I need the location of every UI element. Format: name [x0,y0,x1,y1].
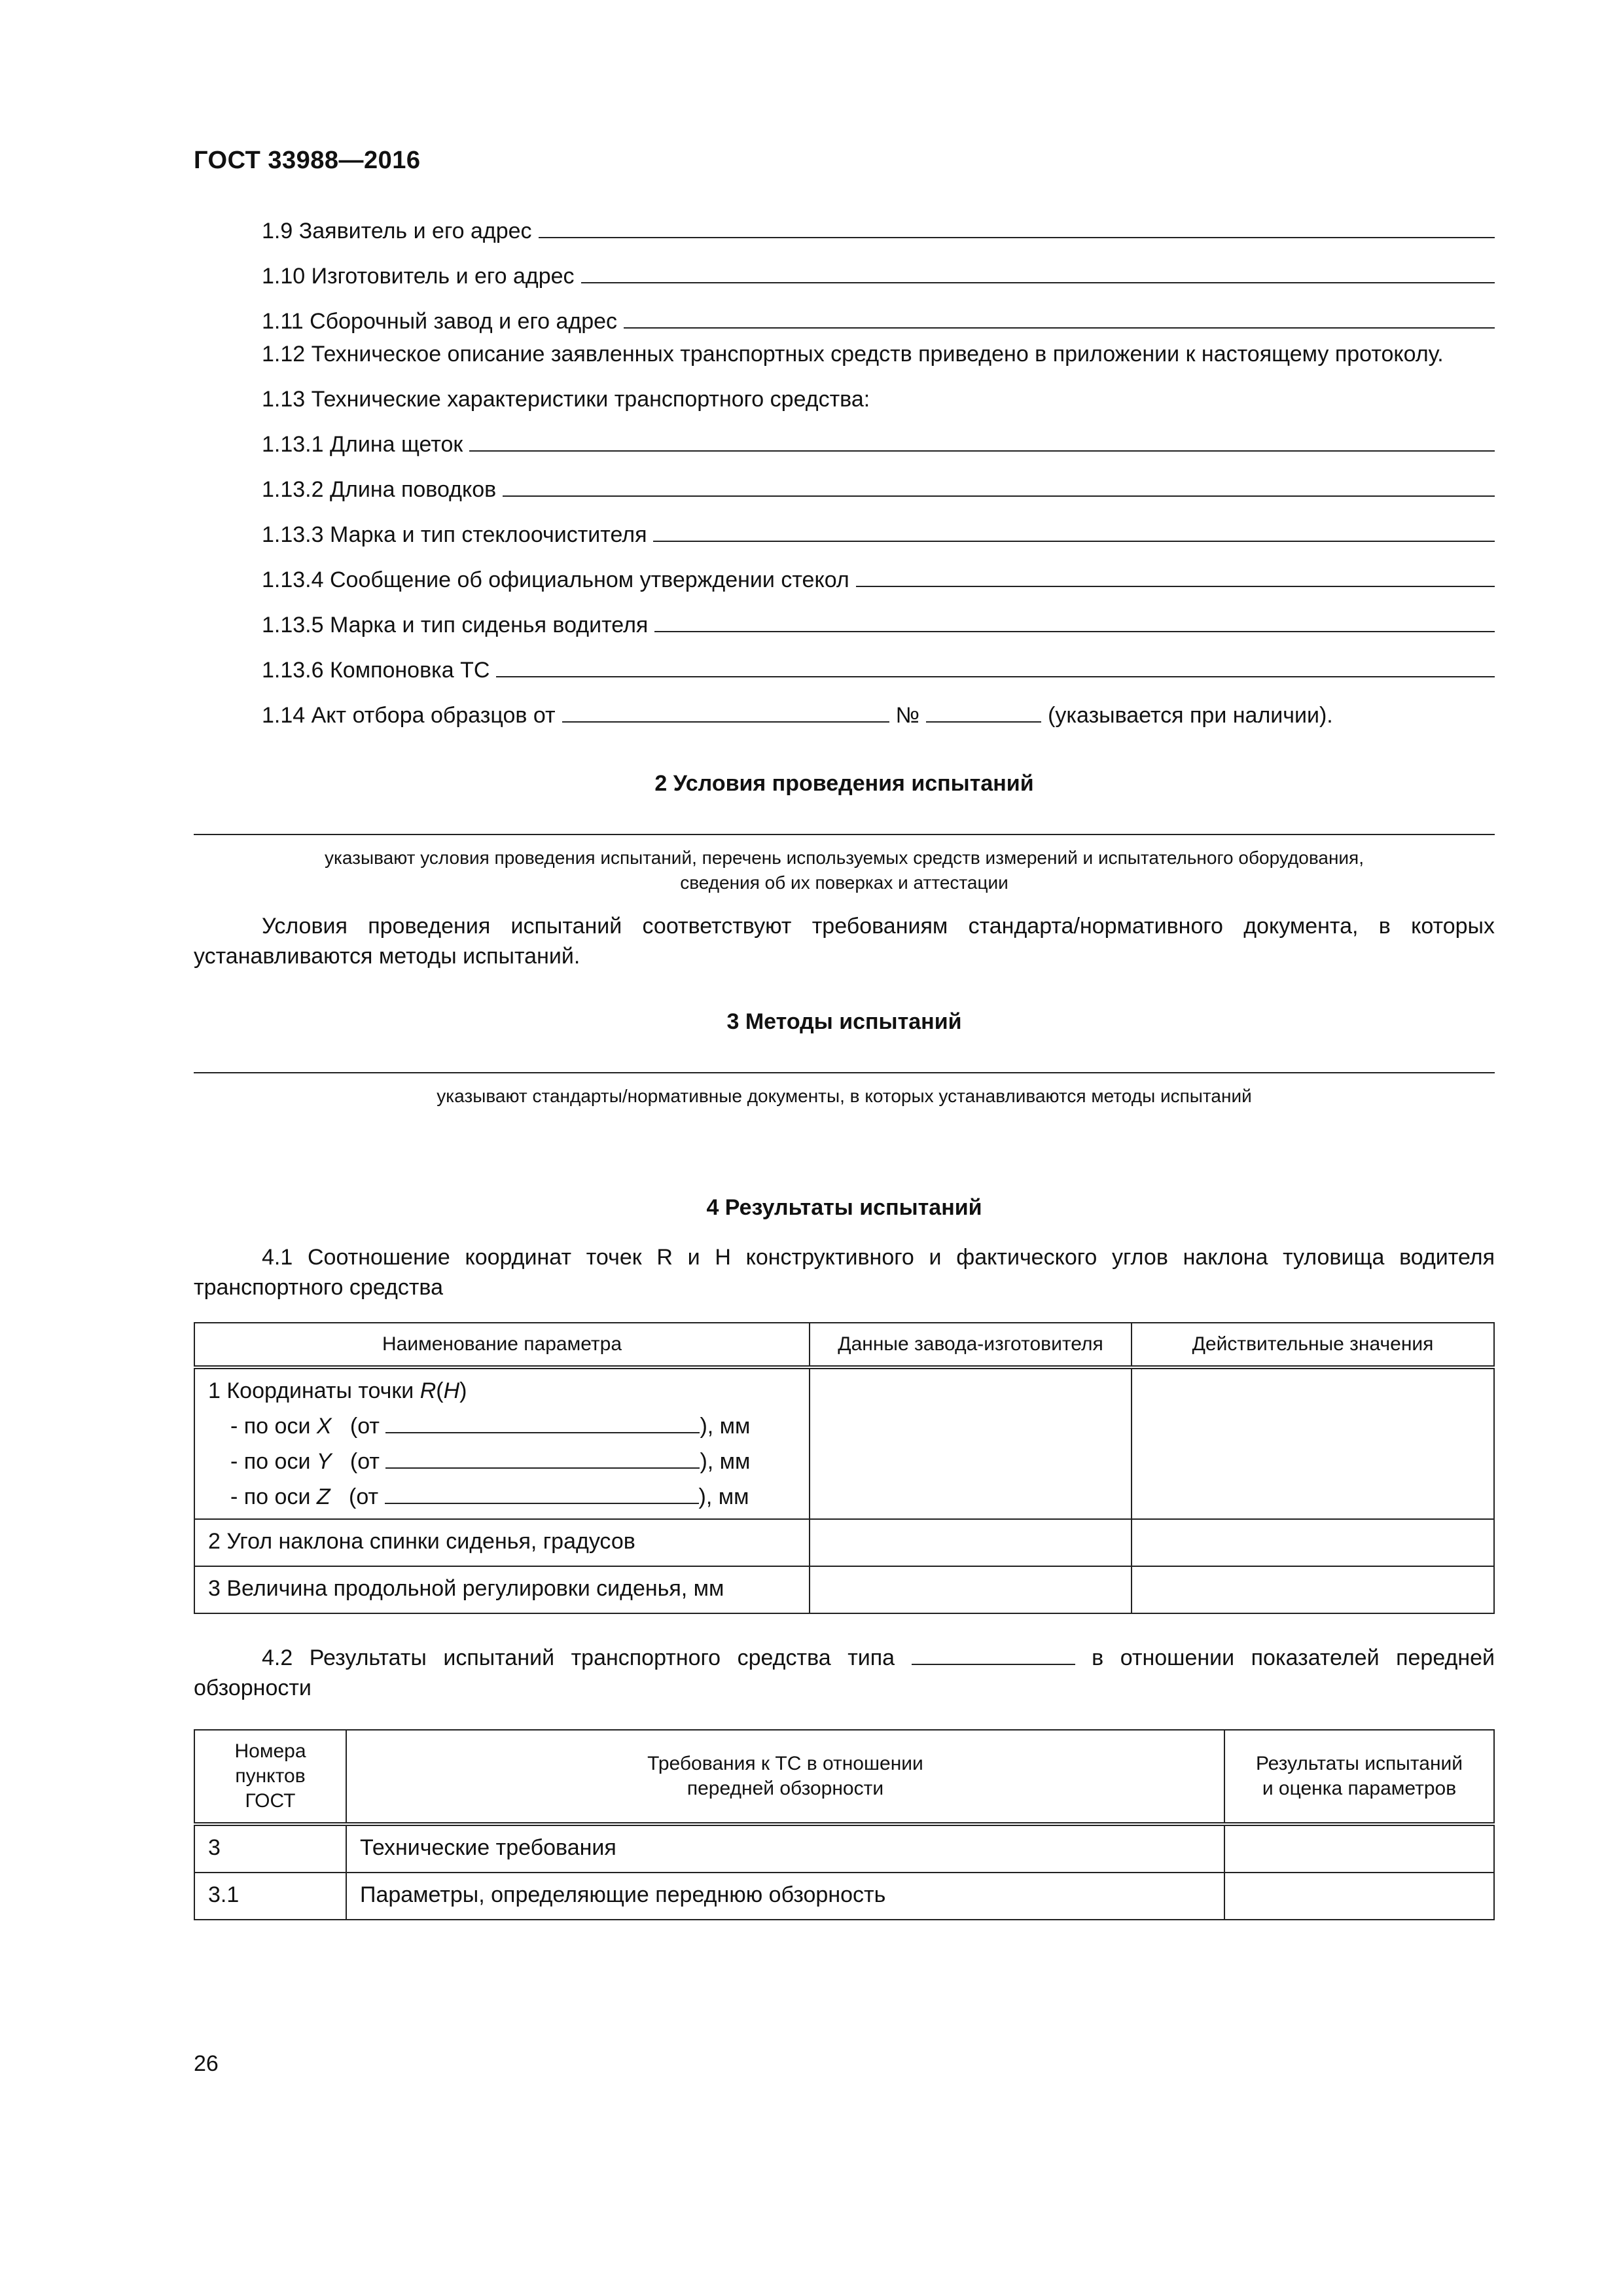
header-line: Результаты испытаний [1255,1753,1463,1774]
header-line: передней обзорности [687,1778,884,1799]
fill-line [385,1448,700,1469]
table-cell: Параметры, определяющие переднюю обзорность [346,1873,1224,1920]
bracket: ( [436,1378,444,1403]
paragraph-text: в отношении показателей передней обзорности [194,1645,1495,1700]
fill-line [385,1483,699,1504]
table-row [194,1824,1494,1873]
section-3-note: указывают стандарты/нормативные документы, в которых устанавливаются методы испытаний [437,1086,1252,1106]
header-line: Требования к ТС в отношении [647,1753,923,1774]
field-label: 1.9 Заявитель и его адрес [262,219,532,243]
table-row [194,1873,1494,1920]
field-label: 1.11 Сборочный завод и его адрес [262,309,618,334]
table-row [194,1519,1494,1566]
note-line: сведения об их поверках и аттестации [680,872,1008,893]
axis-unit: ), мм [700,1414,751,1439]
number-sign: № [895,703,920,728]
table-row [194,1566,1494,1613]
column-header: Действительные значения [1132,1323,1494,1367]
table-cell: 2 Угол наклона спинки сиденья, градусов [194,1519,810,1566]
paragraph-4-2 [194,1643,1495,1703]
fill-line-date [562,702,889,723]
field-label: 1.13.1 Длина щеток [262,432,463,457]
section-3-title: 3 Методы испытаний [726,1009,962,1034]
fill-line [539,217,1495,238]
axis-from: (от [349,1449,380,1474]
section-2-note [194,846,1495,895]
fill-line [469,431,1495,452]
table-cell: 3.1 [194,1873,346,1920]
column-header [346,1730,1224,1824]
fill-rule [194,834,1495,835]
table-cell [1132,1566,1494,1613]
column-header: Наименование параметра [194,1323,810,1367]
axis-name: Z [316,1484,330,1509]
fill-line [654,611,1495,632]
field-label: 1.13.6 Компоновка ТС [262,658,490,683]
axis-row-y [208,1444,796,1479]
fill-line [385,1412,700,1433]
document-code: ГОСТ 33988—2016 [194,147,421,174]
table-cell [1224,1873,1494,1920]
field-line-layout [194,655,1495,685]
table-cell: 3 Величина продольной регулировки сиденья, мм [194,1566,810,1613]
field-label: 1.13.5 Марка и тип сиденья водителя [262,613,649,637]
section-2-paragraph: Условия проведения испытаний соответствуют требованиям стандарта/нормативного документа, в которых устанавливаются методы испытаний. [194,914,1495,969]
table-cell [810,1519,1132,1566]
axis-unit: ), мм [698,1484,749,1509]
field-line-arm-length [194,475,1495,505]
axis-row-x [208,1408,796,1444]
point-r: R [419,1378,437,1403]
table-cell: 3 [194,1824,346,1873]
fill-line [653,521,1495,542]
field-line-assembly-plant [194,306,1495,336]
header-line: ГОСТ [245,1790,296,1812]
fill-rule [194,1072,1495,1073]
table-row [194,1367,1494,1519]
paragraph-4-1: 4.1 Соотношение координат точек R и H конструктивного и фактического углов наклона туловища водителя транспортного средства [194,1245,1495,1300]
table-cell [810,1566,1132,1613]
field-line-wiper-type [194,520,1495,550]
fill-line [503,476,1495,497]
axis-name: Y [316,1449,332,1474]
page-number: 26 [194,2051,219,2076]
point-h: H [443,1378,460,1403]
field-line-sampling-act [194,700,1495,730]
field-label: 1.10 Изготовитель и его адрес [262,264,575,289]
table-cell [194,1367,810,1519]
section-2-title: 2 Условия проведения испытаний [654,771,1034,796]
axis-unit: ), мм [700,1449,751,1474]
visibility-table [194,1729,1495,1920]
bracket: ) [459,1378,467,1403]
fill-line [624,308,1495,329]
column-header [194,1730,346,1824]
field-line-applicant [194,216,1495,246]
field-label: 1.14 Акт отбора образцов от [262,703,556,728]
table-cell [1132,1519,1494,1566]
header-line: и оценка параметров [1262,1778,1457,1799]
axis-from: (от [349,1414,380,1439]
fill-line [496,656,1495,677]
field-label: 1.13.2 Длина поводков [262,477,497,502]
table-cell [810,1367,1132,1519]
field-label: 1.13.4 Сообщение об официальном утверждении стекол [262,567,849,592]
field-line-driver-seat [194,610,1495,640]
field-line-brush-length [194,429,1495,459]
fill-line [856,566,1495,587]
axis-name: X [316,1414,332,1439]
column-header: Данные завода-изготовителя [810,1323,1132,1367]
fill-line-vehicle-type [912,1644,1075,1665]
note-line: указывают условия проведения испытаний, перечень используемых средств измерений и испытательного оборудования, [324,848,1364,868]
field-line-manufacturer [194,261,1495,291]
axis-prefix: - по оси [230,1484,311,1509]
fill-line-number [926,702,1041,723]
fill-line [581,262,1495,283]
field-note: (указывается при наличии). [1048,703,1333,728]
header-line: пунктов [235,1765,306,1787]
axis-row-z [208,1479,796,1515]
section-4-title: 4 Результаты испытаний [706,1195,982,1220]
field-label: 1.13.3 Марка и тип стеклоочистителя [262,522,647,547]
table-cell: Технические требования [346,1824,1224,1873]
paragraph-1-13: 1.13 Технические характеристики транспортного средства: [262,387,870,412]
coordinates-table [194,1322,1495,1614]
paragraph-text: 4.2 Результаты испытаний транспортного средства типа [262,1645,895,1670]
column-header [1224,1730,1494,1824]
axis-prefix: - по оси [230,1414,311,1439]
document-body [194,216,1495,1920]
field-line-glass-approval [194,565,1495,595]
axis-from: (от [349,1484,379,1509]
paragraph-1-12: 1.12 Техническое описание заявленных транспортных средств приведено в приложении к настоящему протоколу. [262,342,1444,367]
table-cell [1224,1824,1494,1873]
table-cell [1132,1367,1494,1519]
header-line: Номера [234,1740,306,1762]
row-title [208,1373,796,1408]
row-title-text: 1 Координаты точки [208,1378,420,1403]
axis-prefix: - по оси [230,1449,311,1474]
